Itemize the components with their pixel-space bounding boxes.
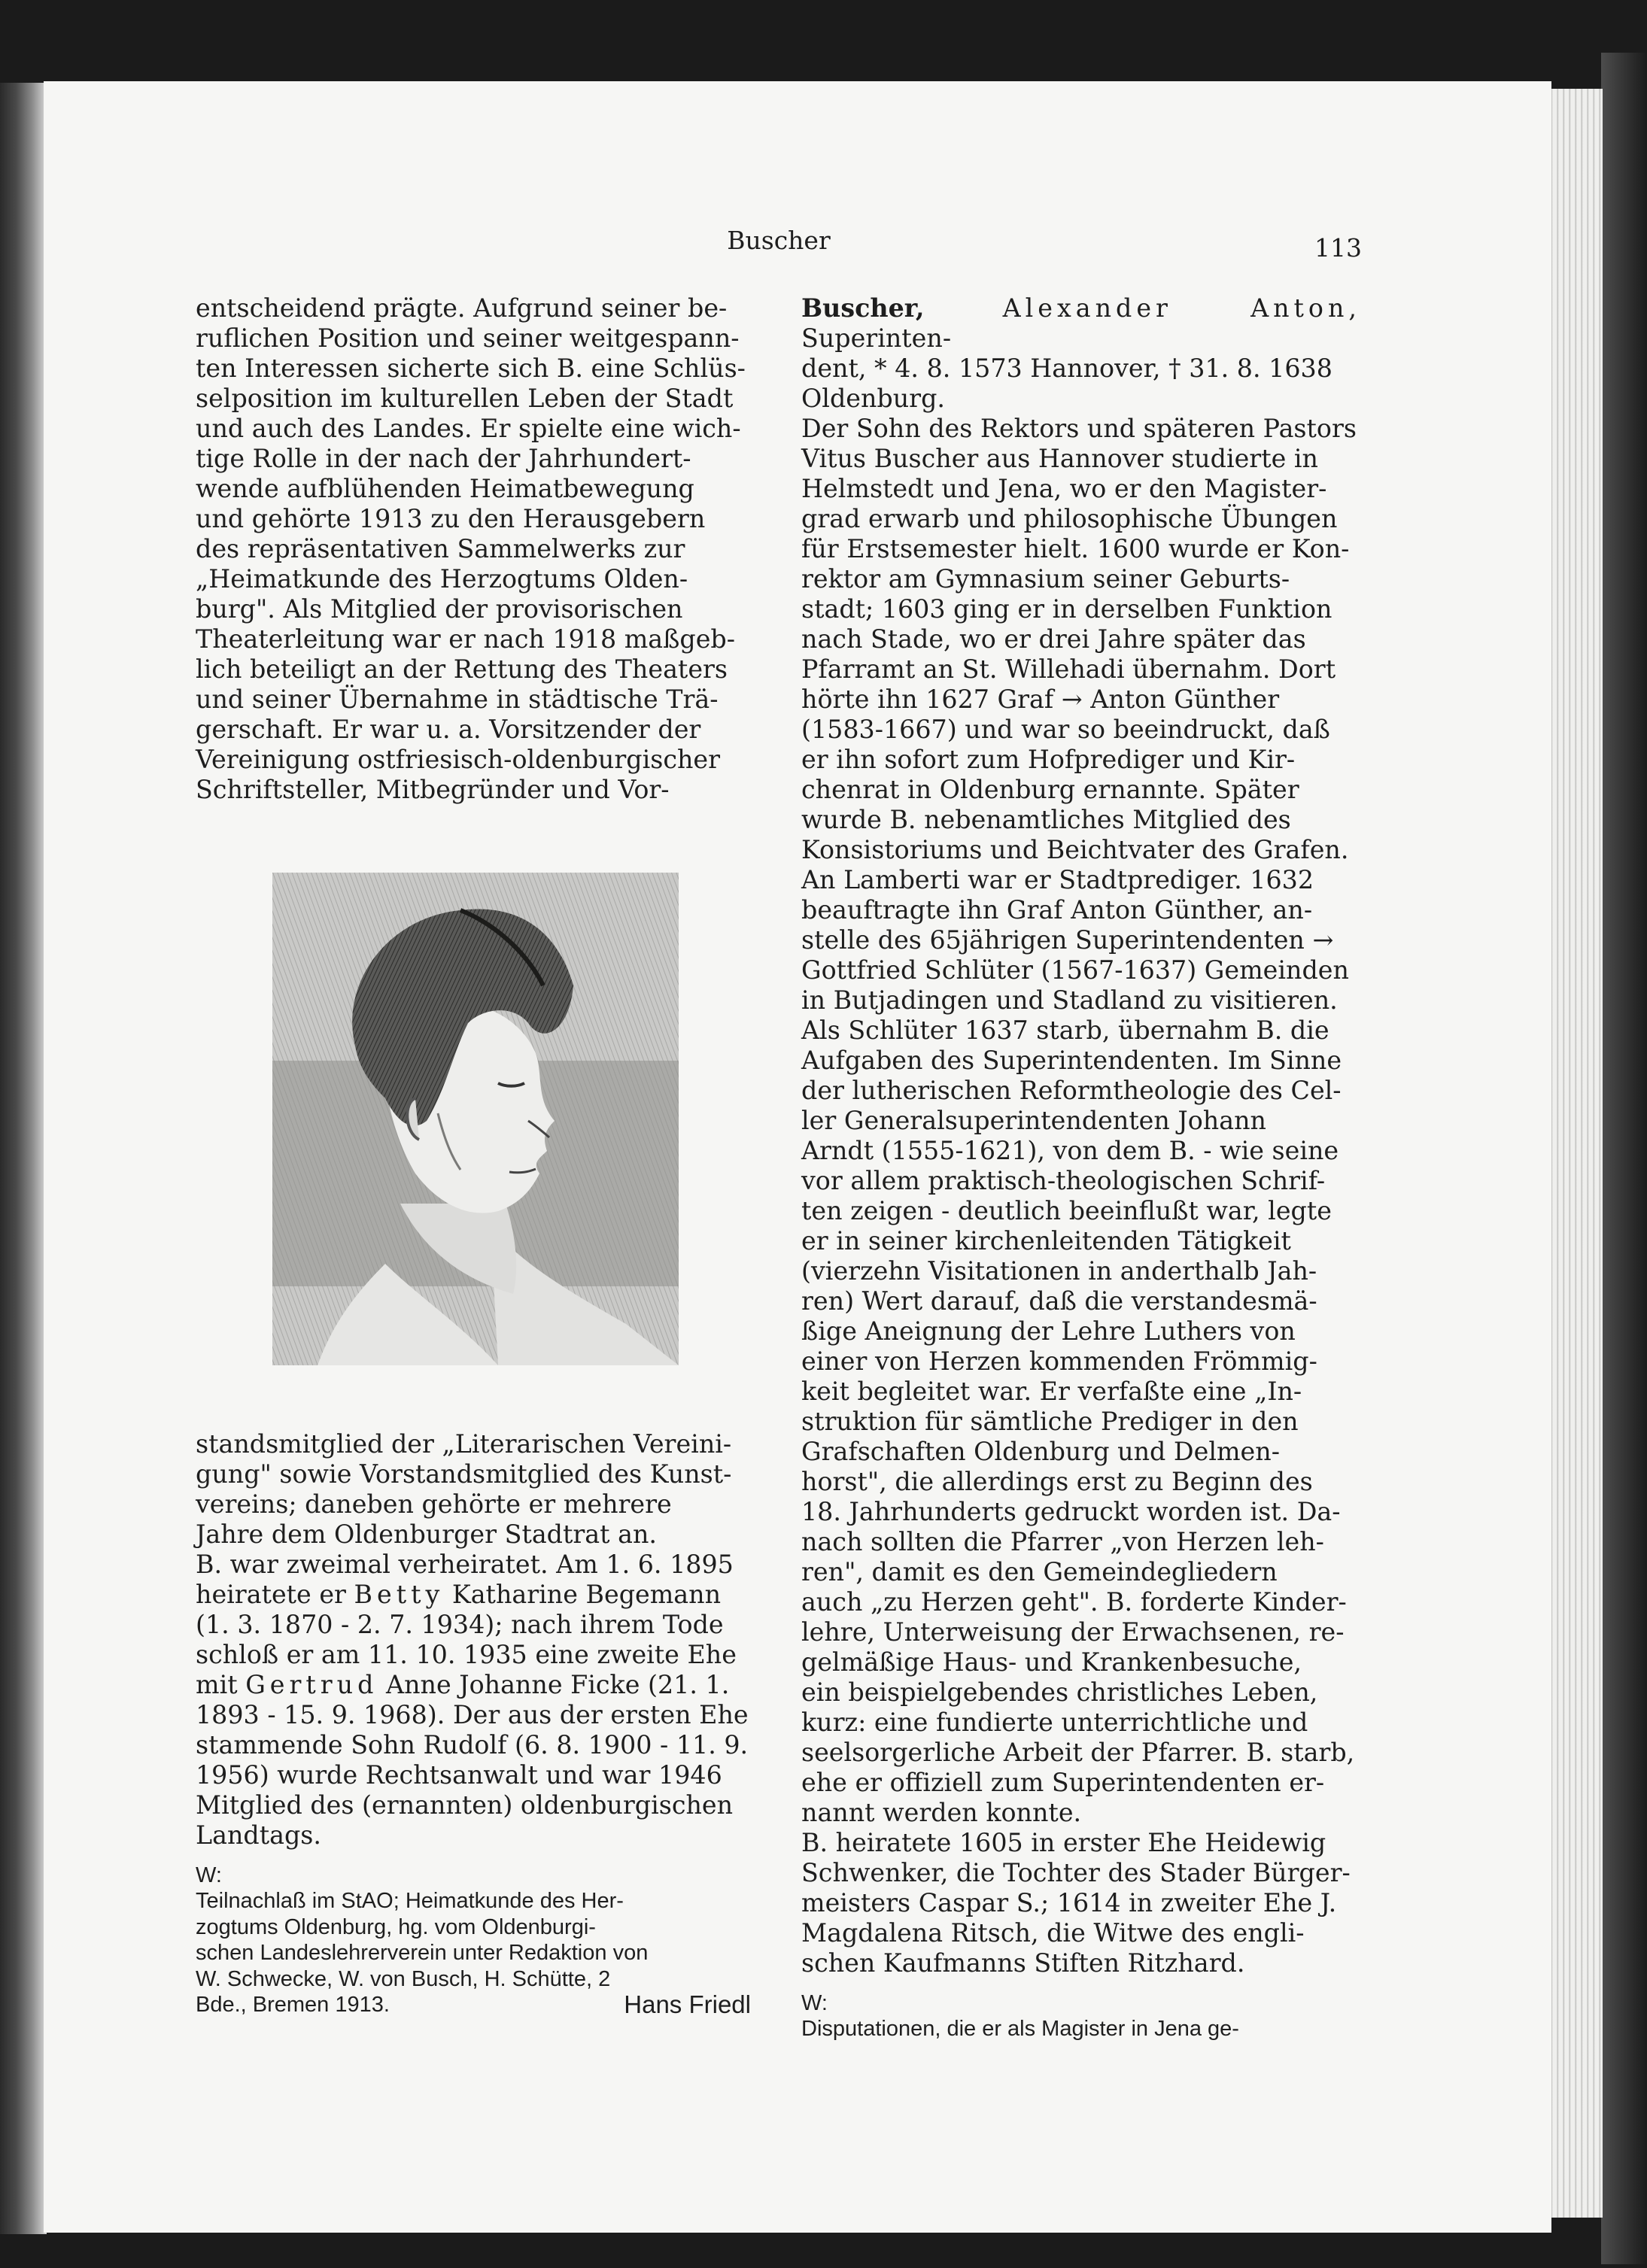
text-line: der lutherischen Reformtheologie des Cel- bbox=[801, 1076, 1342, 1105]
text-line: (1. 3. 1870 - 2. 7. 1934); nach ihrem Tode bbox=[196, 1610, 724, 1639]
works-sources bbox=[196, 1888, 751, 2018]
text-line: er ihn sofort zum Hofprediger und Kir- bbox=[801, 745, 1296, 774]
text-line: ren) Wert darauf, daß die verstandesmä- bbox=[801, 1286, 1317, 1316]
source-line: W. Schwecke, W. von Busch, H. Schütte, 2 bbox=[196, 1966, 611, 1991]
portrait-drawing bbox=[272, 873, 679, 1365]
text-line: tige Rolle in der nach der Jahrhundert- bbox=[196, 444, 691, 473]
text-line: wende aufblühenden Heimatbewegung bbox=[196, 474, 694, 503]
text-line: struktion für sämtliche Prediger in den bbox=[801, 1407, 1299, 1436]
text-line: stadt; 1603 ging er in derselben Funktion bbox=[801, 594, 1332, 624]
text-line: ren", damit es den Gemeindegliedern bbox=[801, 1557, 1278, 1586]
text-line: auch „zu Herzen geht". B. forderte Kinder- bbox=[801, 1587, 1347, 1617]
text-fragment: heiratete er bbox=[196, 1580, 354, 1609]
entry-headline bbox=[801, 293, 1357, 354]
text-line: ßige Aneignung der Lehre Luthers von bbox=[801, 1316, 1296, 1346]
text-fragment: , Superinten- bbox=[801, 293, 1357, 353]
works-label: W: bbox=[801, 1991, 828, 2015]
text-line: und gehörte 1913 zu den Herausgebern bbox=[196, 504, 706, 533]
text-line: chenrat in Oldenburg ernannte. Später bbox=[801, 775, 1299, 804]
text-line: seelsorgerliche Arbeit der Pfarrer. B. starb, bbox=[801, 1738, 1355, 1767]
text-line: stammende Sohn Rudolf (6. 8. 1900 - 11. 9. bbox=[196, 1730, 749, 1759]
text-line: für Erstsemester hielt. 1600 wurde er Kon- bbox=[801, 534, 1350, 563]
text-line: Als Schlüter 1637 starb, übernahm B. die bbox=[801, 1016, 1329, 1045]
text-line: Schriftsteller, Mitbegründer und Vor- bbox=[196, 775, 670, 804]
text-line: burg". Als Mitglied der provisorischen bbox=[196, 594, 683, 624]
text-line: und auch des Landes. Er spielte eine wich- bbox=[196, 414, 741, 443]
text-line: schloß er am 11. 10. 1935 eine zweite Ehe bbox=[196, 1640, 737, 1669]
text-line: (vierzehn Visitationen in anderthalb Jah- bbox=[801, 1256, 1317, 1286]
right-column-text bbox=[801, 293, 1357, 2042]
entry-lemma: Buscher, bbox=[801, 293, 925, 323]
text-line: er in seiner kirchenleitenden Tätigkeit bbox=[801, 1226, 1291, 1255]
portrait-sketch-graphic bbox=[272, 873, 679, 1365]
text-line: ruflichen Position und seiner weitgespann- bbox=[196, 323, 740, 353]
text-line: Arndt (1555-1621), von dem B. - wie seine bbox=[801, 1136, 1339, 1165]
text-line: gung" sowie Vorstandsmitglied des Kunst- bbox=[196, 1459, 732, 1489]
text-line: kurz: eine fundierte unterrichtliche und bbox=[801, 1708, 1308, 1737]
text-line: ten zeigen - deutlich beeinflußt war, legte bbox=[801, 1196, 1332, 1225]
spaced-name: Alexander bbox=[1002, 293, 1172, 323]
text-line: nach Stade, wo er drei Jahre später das bbox=[801, 624, 1306, 654]
text-line: in Butjadingen und Stadland zu visitieren. bbox=[801, 985, 1338, 1015]
text-line: rektor am Gymnasium seiner Geburts- bbox=[801, 564, 1290, 594]
text-line: gelmäßige Haus- und Krankenbesuche, bbox=[801, 1647, 1302, 1677]
spaced-name: Betty bbox=[354, 1580, 445, 1609]
text-line: nach sollten die Pfarrer „von Herzen leh- bbox=[801, 1527, 1324, 1556]
source-line-with-author bbox=[196, 1992, 751, 2018]
text-line: Aufgaben des Superintendenten. Im Sinne bbox=[801, 1046, 1342, 1075]
text-line: Schwenker, die Tochter des Stader Bürger- bbox=[801, 1858, 1351, 1887]
text-line: vor allem praktisch-theologischen Schrif- bbox=[801, 1166, 1326, 1195]
text-line bbox=[196, 1670, 751, 1700]
text-line: keit begleitet war. Er verfaßte eine „In- bbox=[801, 1377, 1302, 1406]
spaced-name: Gertrud bbox=[245, 1670, 378, 1699]
text-fragment: Anne Johanne Ficke (21. 1. bbox=[378, 1670, 730, 1699]
text-line: wurde B. nebenamtliches Mitglied des bbox=[801, 805, 1291, 834]
text-line: B. war zweimal verheiratet. Am 1. 6. 1895 bbox=[196, 1550, 734, 1579]
book-cover-edge bbox=[1601, 53, 1647, 2264]
text-line: Vereinigung ostfriesisch-oldenburgischer bbox=[196, 745, 721, 774]
text-line: entscheidend prägte. Aufgrund seiner be- bbox=[196, 293, 728, 323]
text-line: beauftragte ihn Graf Anton Günther, an- bbox=[801, 895, 1313, 925]
text-line: und seiner Übernahme in städtische Trä- bbox=[196, 685, 719, 714]
text-line: Oldenburg. bbox=[801, 384, 945, 413]
text-line: ten Interessen sicherte sich B. eine Schlüs- bbox=[196, 354, 746, 383]
text-line: vereins; daneben gehörte er mehrere bbox=[196, 1489, 672, 1519]
text-line: ehe er offiziell zum Superintendenten er- bbox=[801, 1768, 1325, 1797]
text-line: Vitus Buscher aus Hannover studierte in bbox=[801, 444, 1318, 473]
running-title: Buscher bbox=[727, 226, 831, 255]
text-line: 18. Jahrhunderts gedruckt worden ist. Da- bbox=[801, 1497, 1341, 1526]
source-line-end: Bde., Bremen 1913. bbox=[196, 1993, 390, 2017]
text-line: Der Sohn des Rektors und späteren Pastors bbox=[801, 414, 1357, 443]
text-line: lich beteiligt an der Rettung des Theaters bbox=[196, 654, 728, 684]
text-line: Helmstedt und Jena, wo er den Magister- bbox=[801, 474, 1327, 503]
text-line bbox=[196, 1580, 751, 1610]
text-line: 1956) wurde Rechtsanwalt und war 1946 bbox=[196, 1760, 722, 1790]
left-column-top-text bbox=[196, 293, 751, 805]
text-line: ein beispielgebendes christliches Leben, bbox=[801, 1677, 1318, 1707]
text-line: horst", die allerdings erst zu Beginn des bbox=[801, 1467, 1313, 1496]
works-label: W: bbox=[196, 1863, 222, 1887]
text-line: schen Kaufmanns Stiften Ritzhard. bbox=[801, 1948, 1245, 1978]
text-line: nannt werden konnte. bbox=[801, 1798, 1082, 1827]
text-line: einer von Herzen kommenden Frömmig- bbox=[801, 1347, 1317, 1376]
text-line: selposition im kulturellen Leben der Stadt bbox=[196, 384, 734, 413]
text-line: stelle des 65jährigen Superintendenten → bbox=[801, 925, 1334, 955]
text-line: Mitglied des (ernannten) oldenburgischen bbox=[196, 1790, 734, 1820]
works-sources bbox=[801, 2016, 1357, 2042]
source-line: Teilnachlaß im StAO; Heimatkunde des Her- bbox=[196, 1889, 624, 1913]
text-fragment: Katharine Begemann bbox=[444, 1580, 722, 1609]
text-line: standsmitglied der „Literarischen Vereini- bbox=[196, 1429, 732, 1459]
source-line: zogtums Oldenburg, hg. vom Oldenburgi- bbox=[196, 1914, 596, 1939]
text-line: Landtags. bbox=[196, 1820, 321, 1850]
text-line: 1893 - 15. 9. 1968). Der aus der ersten Ehe bbox=[196, 1700, 749, 1729]
text-line: Gottfried Schlüter (1567-1637) Gemeinden bbox=[801, 955, 1349, 985]
text-line: Magdalena Ritsch, die Witwe des engli- bbox=[801, 1918, 1305, 1948]
text-fragment: mit bbox=[196, 1670, 246, 1699]
text-line: dent, * 4. 8. 1573 Hannover, † 31. 8. 1638 bbox=[801, 354, 1332, 383]
text-line: Grafschaften Oldenburg und Delmen- bbox=[801, 1437, 1280, 1466]
text-line: des repräsentativen Sammelwerks zur bbox=[196, 534, 685, 563]
book-gutter-shadow bbox=[0, 83, 47, 2234]
text-line: Konsistoriums und Beichtvater des Grafen. bbox=[801, 835, 1349, 864]
page-number: 113 bbox=[1314, 233, 1362, 263]
text-line: ler Generalsuperintendenten Johann bbox=[801, 1106, 1266, 1135]
text-line: Theaterleitung war er nach 1918 maßgeb- bbox=[196, 624, 735, 654]
text-line: (1583-1667) und war so beeindruckt, daß bbox=[801, 715, 1330, 744]
spaced-name: Anton bbox=[1250, 293, 1349, 323]
text-line: gerschaft. Er war u. a. Vorsitzender der bbox=[196, 715, 701, 744]
text-line: Jahre dem Oldenburger Stadtrat an. bbox=[196, 1520, 657, 1549]
left-column-bottom-text bbox=[196, 1429, 751, 2018]
article-author: Hans Friedl bbox=[624, 1990, 751, 2018]
text-line: Pfarramt an St. Willehadi übernahm. Dort bbox=[801, 654, 1336, 684]
text-line: lehre, Unterweisung der Erwachsenen, re- bbox=[801, 1617, 1345, 1647]
source-line: Disputationen, die er als Magister in Jena ge- bbox=[801, 2017, 1239, 2041]
text-line: meisters Caspar S.; 1614 in zweiter Ehe J. bbox=[801, 1888, 1337, 1917]
text-line: hörte ihn 1627 Graf → Anton Günther bbox=[801, 685, 1280, 714]
text-line: An Lamberti war er Stadtprediger. 1632 bbox=[801, 865, 1314, 894]
source-line: schen Landeslehrerverein unter Redaktion von bbox=[196, 1941, 649, 1965]
text-line: grad erwarb und philosophische Übungen bbox=[801, 504, 1338, 533]
text-line: „Heimatkunde des Herzogtums Olden- bbox=[196, 564, 688, 594]
text-line: B. heiratete 1605 in erster Ehe Heidewig bbox=[801, 1828, 1326, 1857]
